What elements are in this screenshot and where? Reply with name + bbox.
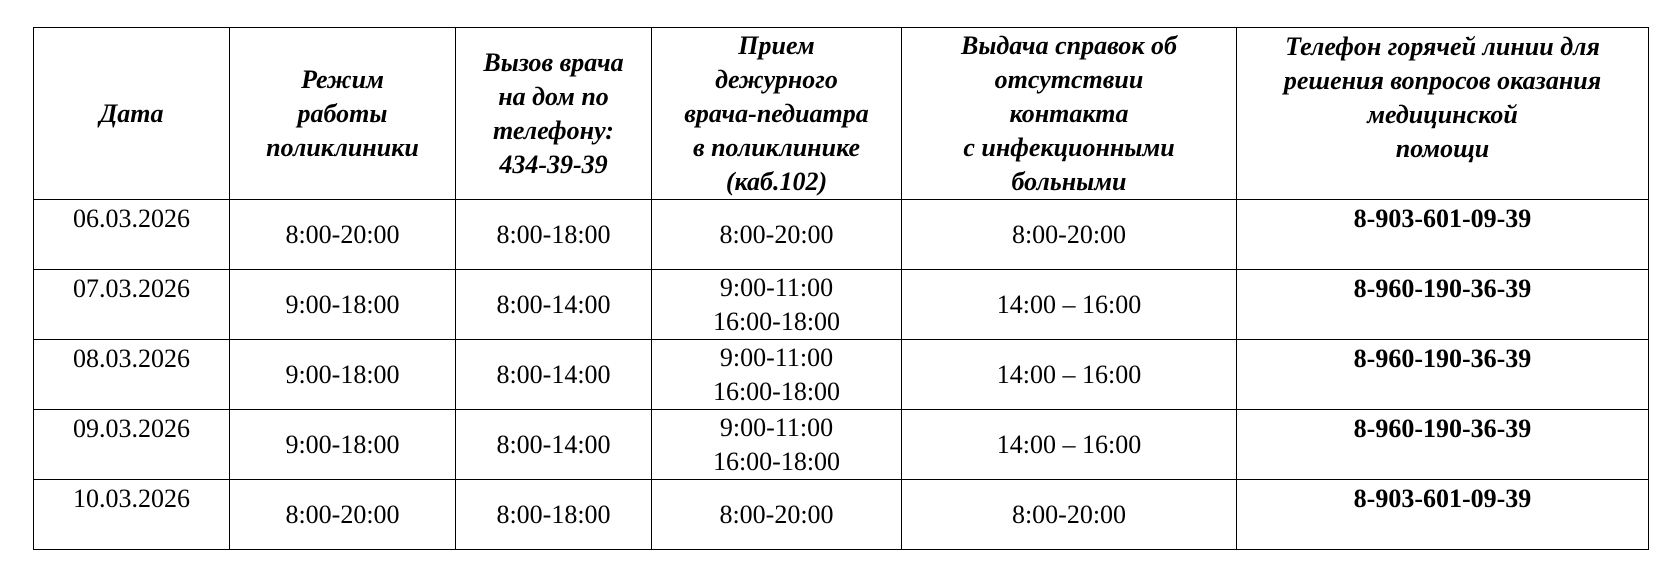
header-certificates-line: контакта bbox=[1009, 98, 1129, 128]
header-certificates bbox=[902, 28, 1237, 200]
date-cell: 06.03.2026 bbox=[34, 200, 230, 270]
certificates-cell: 14:00 – 16:00 bbox=[902, 340, 1237, 410]
table-row bbox=[34, 410, 1649, 480]
schedule-table bbox=[33, 27, 1649, 550]
header-pediatrician-line: Прием bbox=[738, 30, 815, 60]
pediatrician-cell bbox=[652, 480, 902, 550]
pediatrician-cell bbox=[652, 270, 902, 340]
home-call-cell: 8:00-14:00 bbox=[456, 410, 652, 480]
certificates-cell: 8:00-20:00 bbox=[902, 480, 1237, 550]
header-hotline-line: медицинской bbox=[1367, 100, 1518, 129]
header-date-line: Дата bbox=[99, 98, 164, 128]
clinic-hours-cell: 8:00-20:00 bbox=[230, 480, 456, 550]
header-hotline-line: помощи bbox=[1395, 134, 1490, 163]
date-cell: 08.03.2026 bbox=[34, 340, 230, 410]
hotline-phone-cell: 8-903-601-09-39 bbox=[1237, 480, 1649, 550]
header-pediatrician bbox=[652, 28, 902, 200]
header-hotline-line: решения вопросов оказания bbox=[1283, 66, 1602, 95]
header-home-call-line: телефону: bbox=[493, 115, 614, 145]
header-clinic-hours bbox=[230, 28, 456, 200]
header-certificates-line: больными bbox=[1011, 166, 1127, 196]
home-call-cell: 8:00-14:00 bbox=[456, 340, 652, 410]
pediatrician-time: 16:00-18:00 bbox=[712, 376, 841, 406]
pediatrician-time: 8:00-20:00 bbox=[719, 219, 834, 249]
pediatrician-time: 9:00-11:00 bbox=[719, 342, 834, 372]
date-cell: 09.03.2026 bbox=[34, 410, 230, 480]
header-home-call-line: 434-39-39 bbox=[499, 149, 608, 179]
header-pediatrician-line: врача-педиатра bbox=[684, 98, 869, 128]
pediatrician-time: 16:00-18:00 bbox=[712, 306, 841, 336]
table-row bbox=[34, 340, 1649, 410]
hotline-phone-cell: 8-960-190-36-39 bbox=[1237, 340, 1649, 410]
certificates-cell: 8:00-20:00 bbox=[902, 200, 1237, 270]
certificates-cell: 14:00 – 16:00 bbox=[902, 410, 1237, 480]
pediatrician-time: 16:00-18:00 bbox=[712, 446, 841, 476]
table-row bbox=[34, 270, 1649, 340]
clinic-hours-cell: 9:00-18:00 bbox=[230, 410, 456, 480]
hotline-phone-cell: 8-960-190-36-39 bbox=[1237, 270, 1649, 340]
home-call-cell: 8:00-18:00 bbox=[456, 480, 652, 550]
header-date bbox=[34, 28, 230, 200]
pediatrician-time: 8:00-20:00 bbox=[719, 499, 834, 529]
header-pediatrician-line: (каб.102) bbox=[725, 166, 828, 196]
clinic-hours-cell: 9:00-18:00 bbox=[230, 340, 456, 410]
pediatrician-cell bbox=[652, 410, 902, 480]
header-certificates-line: с инфекционными bbox=[963, 132, 1175, 162]
header-clinic-hours-line: поликлиники bbox=[266, 132, 419, 162]
pediatrician-time: 9:00-11:00 bbox=[719, 412, 834, 442]
home-call-cell: 8:00-14:00 bbox=[456, 270, 652, 340]
hotline-phone-cell: 8-960-190-36-39 bbox=[1237, 410, 1649, 480]
table-row bbox=[34, 200, 1649, 270]
clinic-hours-cell: 8:00-20:00 bbox=[230, 200, 456, 270]
pediatrician-cell bbox=[652, 340, 902, 410]
hotline-phone-cell: 8-903-601-09-39 bbox=[1237, 200, 1649, 270]
clinic-hours-cell: 9:00-18:00 bbox=[230, 270, 456, 340]
header-home-call-line: Вызов врача bbox=[483, 47, 624, 77]
header-pediatrician-line: дежурного bbox=[715, 64, 838, 94]
header-home-call-line: на дом по bbox=[498, 81, 609, 111]
header-clinic-hours-line: работы bbox=[297, 98, 388, 128]
header-certificates-line: отсутствии bbox=[994, 64, 1144, 94]
home-call-cell: 8:00-18:00 bbox=[456, 200, 652, 270]
pediatrician-cell bbox=[652, 200, 902, 270]
header-certificates-line: Выдача справок об bbox=[960, 30, 1177, 60]
certificates-cell: 14:00 – 16:00 bbox=[902, 270, 1237, 340]
pediatrician-time: 9:00-11:00 bbox=[719, 272, 834, 302]
date-cell: 07.03.2026 bbox=[34, 270, 230, 340]
header-clinic-hours-line: Режим bbox=[301, 64, 384, 94]
header-home-call bbox=[456, 28, 652, 200]
header-hotline-line: Телефон горячей линии для bbox=[1285, 32, 1600, 61]
header-pediatrician-line: в поликлинике bbox=[692, 132, 861, 162]
table-row bbox=[34, 480, 1649, 550]
header-hotline bbox=[1237, 28, 1649, 200]
header-row bbox=[34, 28, 1649, 200]
date-cell: 10.03.2026 bbox=[34, 480, 230, 550]
